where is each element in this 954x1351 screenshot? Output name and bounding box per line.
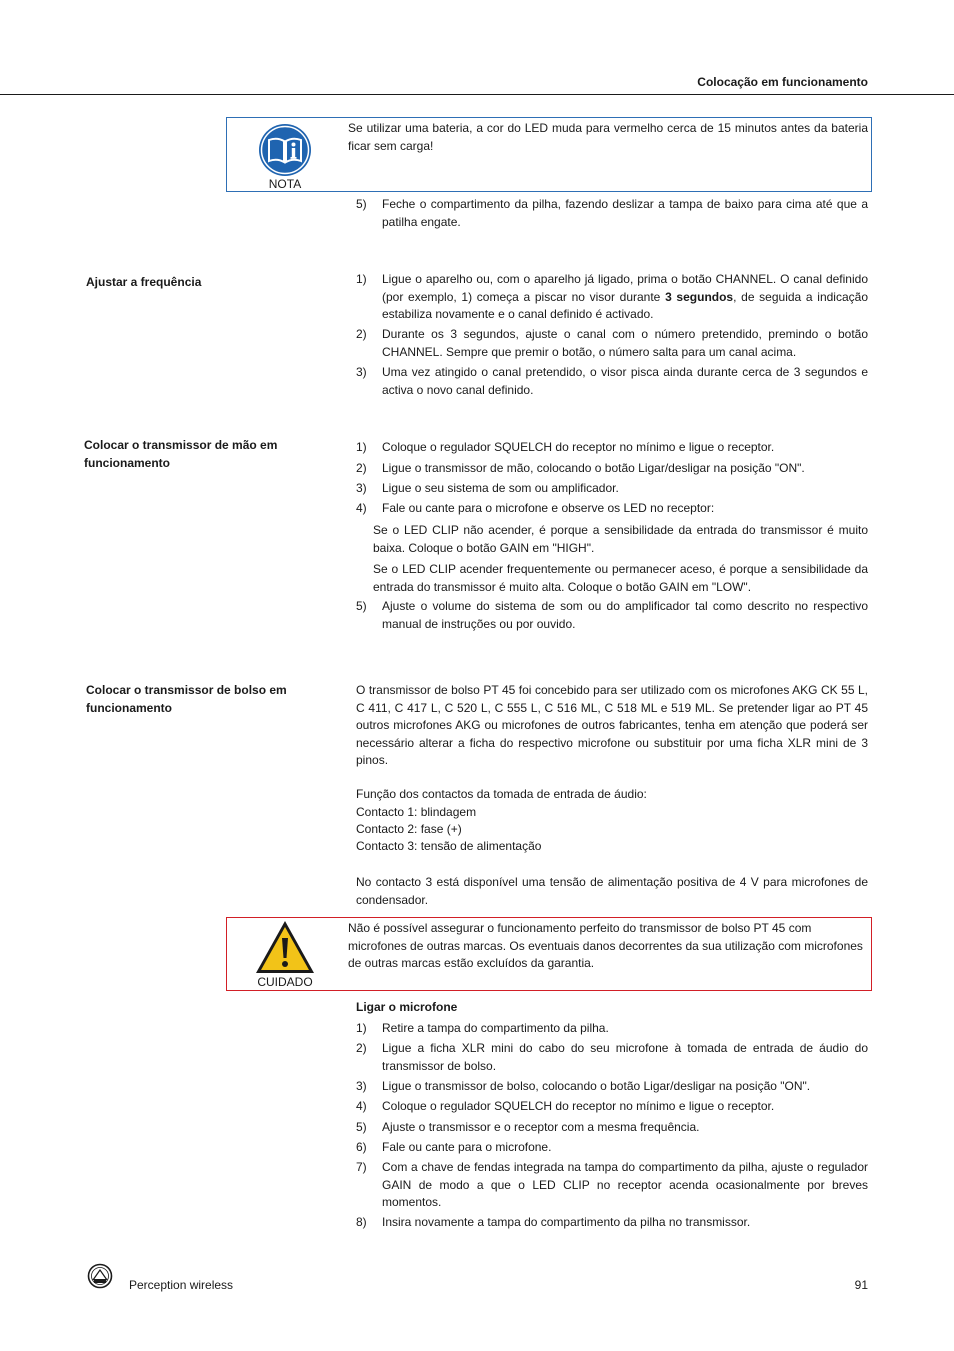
supply-note: No contacto 3 está disponível uma tensão de alimentação positiva de 4 V para microfones de condensador. [356, 875, 868, 907]
step-number: 3) [356, 365, 367, 379]
list-item [356, 500, 868, 518]
contact-item: Contacto 3: tensão de alimentação [356, 839, 542, 853]
list-item [356, 1119, 868, 1137]
step-number: 2) [356, 1041, 367, 1055]
list-item [356, 439, 868, 457]
contact-item: Contacto 1: blindagem [356, 805, 477, 819]
step-text: Fale ou cante para o microfone e observe os LED no receptor: [382, 501, 715, 515]
info-book-icon [253, 123, 317, 183]
step-number: 8) [356, 1215, 367, 1229]
step-text-part: Ligue o aparelho ou, com o aparelho já ligado, prima o botão CHANNEL. O canal definido (por exemplo, 1) começa a piscar no visor durante [382, 272, 868, 304]
step-text: Coloque o regulador SQUELCH do receptor no mínimo e ligue o receptor. [382, 1099, 775, 1113]
section-heading-bodypack: Colocar o transmissor de bolso em funcionamento [86, 683, 287, 715]
step-text: Com a chave de fendas integrada na tampa do compartimento da pilha, ajuste o regulador GAIN de modo a que o LED CLIP no receptor acenda ocasionalmente por breves momentos. [382, 1160, 868, 1209]
list-item [356, 1098, 868, 1116]
akg-logo-icon [87, 1263, 113, 1295]
step-text: Durante os 3 segundos, ajuste o canal com o número pretendido, premindo o botão CHANNEL. Sempre que premir o botão, o número salta para um canal acima. [382, 327, 868, 359]
footer-product: Perception wireless [129, 1278, 234, 1292]
step-text: Uma vez atingido o canal pretendido, o visor pisca ainda durante cerca de 3 segundos e activa o novo canal definido. [382, 365, 868, 397]
list-item [356, 271, 868, 324]
section-title: Colocação em funcionamento [697, 75, 868, 89]
step-number: 3) [356, 481, 367, 495]
sub-paragraph: Se o LED CLIP acender frequentemente ou permanecer aceso, é porque a sensibilidade da entrada do transmissor é muito alta. Coloque o botão GAIN em "LOW". [373, 562, 868, 594]
sub-paragraph: Se o LED CLIP não acender, é porque a sensibilidade da entrada do transmissor é muito baixa. Coloque o botão GAIN em "HIGH". [373, 523, 868, 555]
note-box [226, 117, 872, 192]
step-number: 6) [356, 1140, 367, 1154]
contacts-title: Função dos contactos da tomada de entrada de áudio: [356, 787, 647, 801]
step-text: Ligue o transmissor de mão, colocando o botão Ligar/desligar na posição "ON". [382, 461, 805, 475]
subsection-heading-mic: Ligar o microfone [356, 1000, 458, 1014]
step-number: 5) [356, 197, 367, 211]
list-item [356, 480, 868, 498]
list-item [356, 1078, 868, 1096]
step-text: Fale ou cante para o microfone. [382, 1140, 552, 1154]
section-heading-handheld: Colocar o transmissor de mão em funcionamento [84, 438, 278, 470]
step-number: 2) [356, 327, 367, 341]
list-item [356, 364, 868, 399]
list-item [356, 196, 868, 231]
note-text: Se utilizar uma bateria, a cor do LED muda para vermelho cerca de 15 minutos antes da bateria ficar sem carga! [348, 121, 868, 153]
step-text: Ajuste o volume do sistema de som ou do amplificador tal como descrito no respectivo manual de instruções ou por ouvido. [382, 599, 868, 631]
caution-label: CUIDADO [257, 975, 313, 989]
warning-triangle-icon [253, 918, 317, 982]
list-item [356, 1159, 868, 1212]
step-text: Feche o compartimento da pilha, fazendo deslizar a tampa de baixo para cima até que a patilha engate. [382, 197, 868, 229]
step-number: 2) [356, 461, 367, 475]
step-text: Coloque o regulador SQUELCH do receptor no mínimo e ligue o receptor. [382, 440, 775, 454]
header-divider [0, 94, 954, 95]
page-number: 91 [854, 1278, 868, 1292]
step-number: 4) [356, 501, 367, 515]
note-label: NOTA [268, 177, 302, 191]
step-number: 5) [356, 599, 367, 613]
list-item [356, 460, 868, 478]
list-item [356, 1214, 868, 1232]
step-text [356, 271, 868, 324]
step-number: 3) [356, 1079, 367, 1093]
caution-box [226, 917, 872, 991]
step-number: 1) [356, 440, 367, 454]
step-number: 5) [356, 1120, 367, 1134]
bodypack-intro: O transmissor de bolso PT 45 foi concebido para ser utilizado com os microfones AKG CK 55 L, C 411, C 417 L, C 520 L, C 555 L, C 516 ML, C 518 ML e 519 ML. Se pretender ligar ao PT 45 outros microfones AKG ou microfones de outros fabricantes, tenha em atenção que poderá ser necessário alterar a ficha do respectivo microfone ou substituir por uma ficha XLR mini de 3 pinos. [356, 683, 868, 767]
list-item [356, 598, 868, 633]
step-number: 1) [356, 272, 367, 286]
list-item [356, 1139, 868, 1157]
step-text: Ligue o seu sistema de som ou amplificador. [382, 481, 619, 495]
step-text: Ajuste o transmissor e o receptor com a mesma frequência. [382, 1120, 700, 1134]
list-item [356, 1020, 868, 1038]
caution-text: Não é possível assegurar o funcionamento perfeito do transmissor de bolso PT 45 com microfones de outras marcas. Os eventuais danos decorrentes da sua utilização com microfones de outras marcas estão excluídos da garantia. [348, 921, 863, 970]
step-number: 4) [356, 1099, 367, 1113]
list-item [356, 1040, 868, 1075]
section-heading-frequency: Ajustar a frequência [86, 275, 202, 289]
step-text: Retire a tampa do compartimento da pilha. [382, 1021, 609, 1035]
contact-item: Contacto 2: fase (+) [356, 822, 462, 836]
step-number: 1) [356, 1021, 367, 1035]
step-number: 7) [356, 1160, 367, 1174]
step-text: Insira novamente a tampa do compartimento da pilha no transmissor. [382, 1215, 751, 1229]
step-text: Ligue a ficha XLR mini do cabo do seu microfone à tomada de entrada de áudio do transmissor de bolso. [382, 1041, 868, 1073]
step-text-part: , de seguida a indicação estabiliza novamente e o canal definido é activado. [382, 289, 868, 321]
list-item [356, 326, 868, 361]
step-text: Ligue o transmissor de bolso, colocando o botão Ligar/desligar na posição "ON". [382, 1079, 811, 1093]
step-text-bold: 3 segundos [665, 289, 734, 304]
